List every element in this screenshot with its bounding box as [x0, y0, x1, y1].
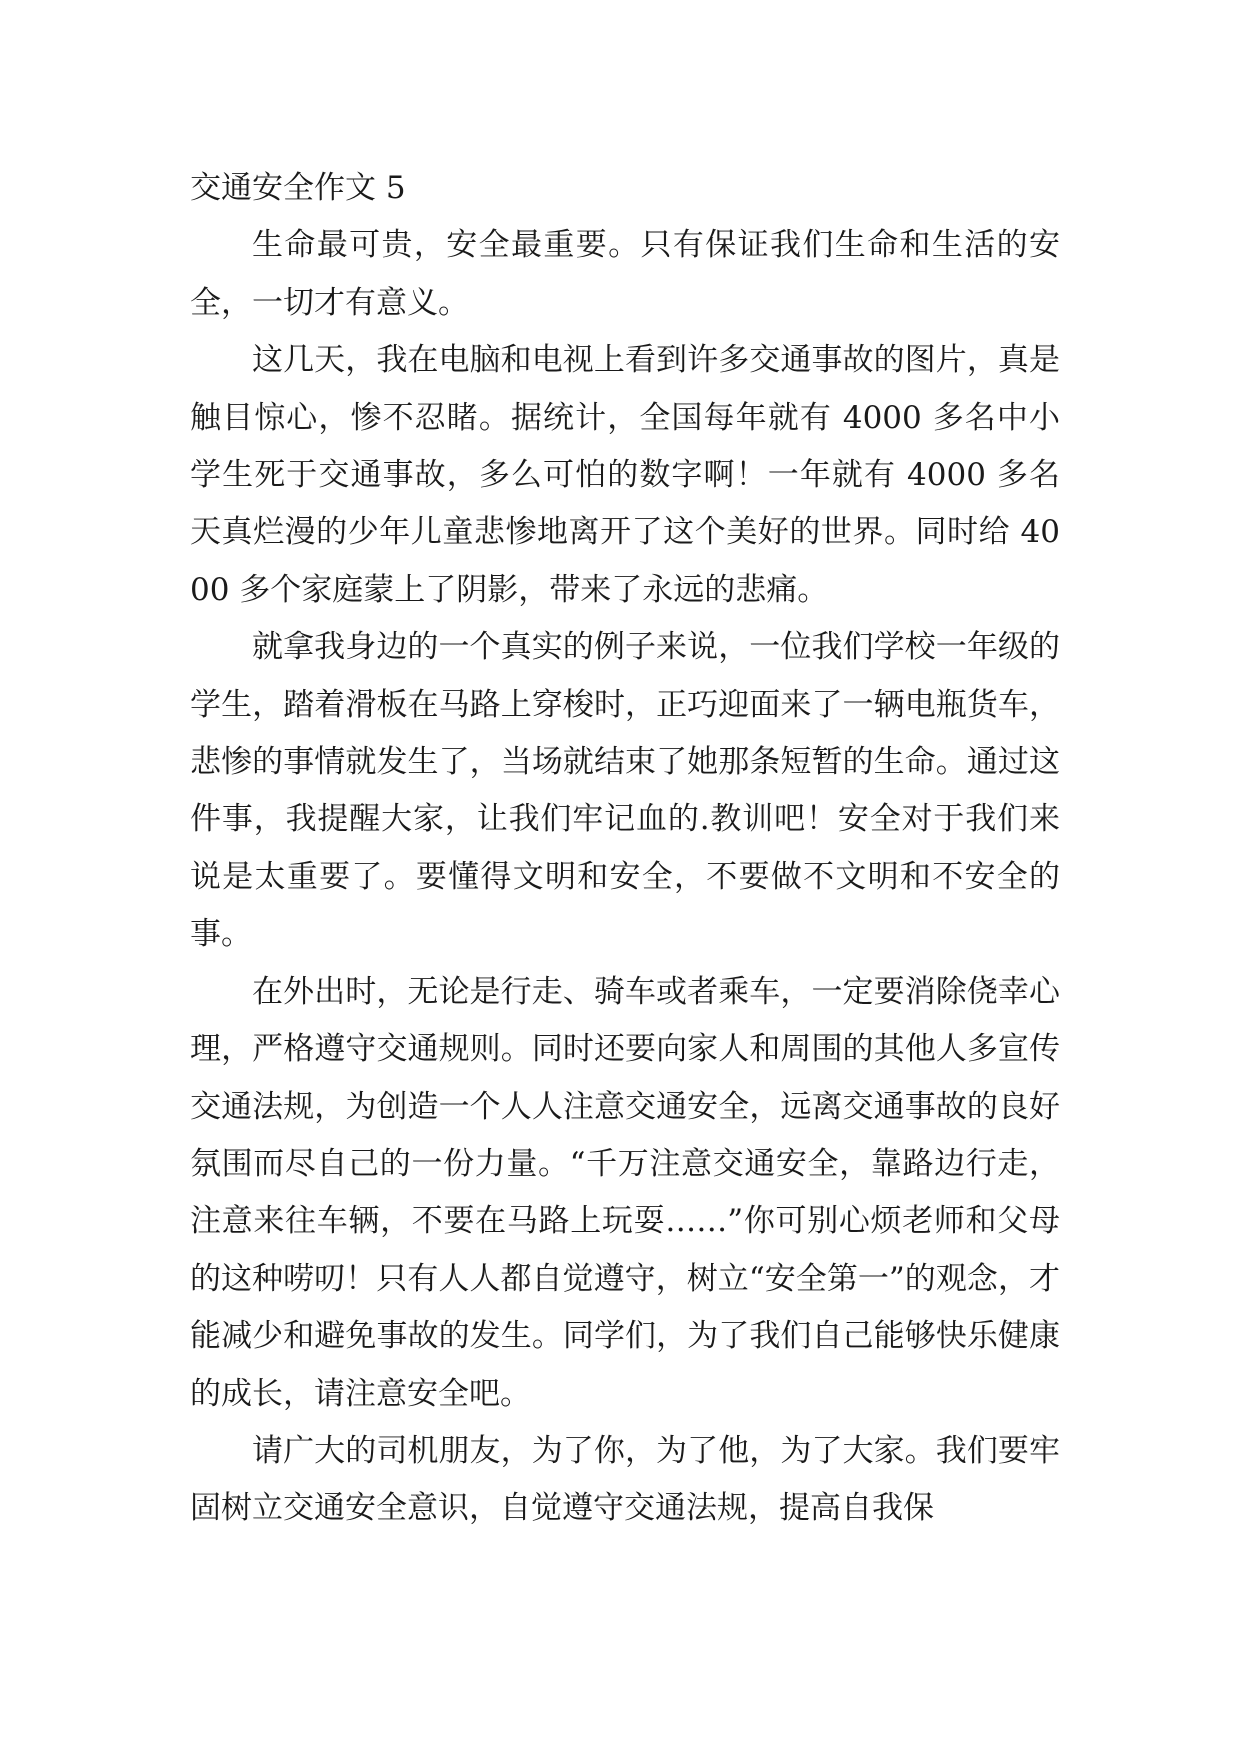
document-title: 交通安全作文 5	[190, 170, 406, 206]
document-body	[190, 160, 1060, 1538]
paragraph: 生命最可贵，安全最重要。只有保证我们生命和生活的安全，一切才有意义。	[190, 227, 1060, 321]
paragraph: 请广大的司机朋友，为了你，为了他，为了大家。我们要牢固树立交通安全意识，自觉遵守交通法规，提高自我保	[190, 1432, 1060, 1527]
paragraph: 这几天，我在电脑和电视上看到许多交通事故的图片，真是触目惊心，惨不忍睹。据统计，全国每年就有 4000 多名中小学生死于交通事故，多么可怕的数字啊！一年就有 4000 多名天真烂漫的少年儿童悲惨地离开了这个美好的世界。同时给 4000 多个家庭蒙上了阴影，带来了永远的悲痛。	[190, 342, 1060, 608]
paragraph: 就拿我身边的一个真实的例子来说，一位我们学校一年级的学生，踏着滑板在马路上穿梭时，正巧迎面来了一辆电瓶货车，悲惨的事情就发生了，当场就结束了她那条短暂的生命。通过这件事，我提醒大家，让我们牢记血的.教训吧！安全对于我们来说是太重要了。要懂得文明和安全，不要做不文明和不安全的事。	[190, 629, 1060, 953]
paragraph: 在外出时，无论是行走、骑车或者乘车，一定要消除侥幸心理，严格遵守交通规则。同时还要向家人和周围的其他人多宣传交通法规，为创造一个人人注意交通安全，远离交通事故的良好氛围而尽自己的一份力量。“千万注意交通安全，靠路边行走，注意来往车辆，不要在马路上玩耍……”你可别心烦老师和父母的这种唠叨！只有人人都自觉遵守，树立“安全第一”的观念，才能减少和避免事故的发生。同学们，为了我们自己能够快乐健康的成长，请注意安全吧。	[190, 973, 1060, 1412]
